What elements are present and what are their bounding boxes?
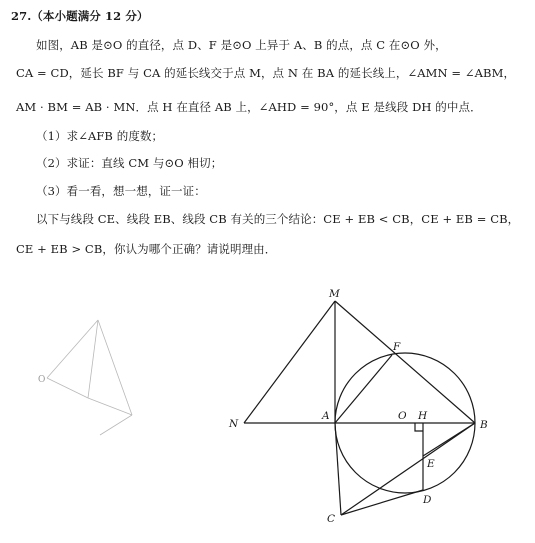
right-angle-marker [415, 423, 423, 431]
line-cb [341, 423, 475, 515]
label-e: E [427, 458, 435, 470]
problem-line-5: CE + EB > CB，你认为哪个正确？请说明理由． [16, 242, 277, 256]
label-b: B [480, 419, 488, 431]
label-a: A [322, 410, 330, 422]
problem-line-3: AM · BM = AB · MN．点 H 在直径 AB 上，∠AHD = 90°，点 E 是线段 DH 的中点． [16, 100, 482, 114]
label-m: M [329, 288, 340, 300]
label-h: H [418, 410, 428, 422]
problem-header: 27.（本小题满分 12 分） [11, 9, 149, 23]
line-eb [423, 423, 475, 456]
line-af [335, 355, 392, 423]
pencil-sketch [38, 320, 132, 435]
line-mb [335, 301, 475, 423]
sketch-label: O [38, 375, 46, 385]
circle-o [335, 353, 475, 493]
line-ac [335, 423, 341, 515]
problem-line-4: 以下与线段 CE、线段 EB、线段 CB 有关的三个结论：CE + EB < CB，CE + EB = CB， [36, 212, 520, 226]
question-2: （2）求证：直线 CM 与⊙O 相切； [36, 156, 223, 170]
label-o: O [398, 410, 407, 422]
problem-line-1: 如图，AB 是⊙O 的直径，点 D、F 是⊙O 上异于 A、B 的点，点 C 在⊙O 外， [36, 38, 447, 52]
question-1: （1）求∠AFB 的度数； [36, 129, 164, 143]
problem-line-2: CA = CD，延长 BF 与 CA 的延长线交于点 M，点 N 在 BA 的延长线上，∠AMN = ∠ABM， [16, 66, 516, 80]
question-3: （3）看一看，想一想，证一证： [36, 184, 206, 198]
label-c: C [327, 513, 336, 525]
label-n: N [229, 418, 239, 430]
label-d: D [423, 494, 432, 506]
line-nm [244, 301, 335, 423]
line-cd [341, 490, 423, 515]
label-f: F [393, 341, 401, 353]
